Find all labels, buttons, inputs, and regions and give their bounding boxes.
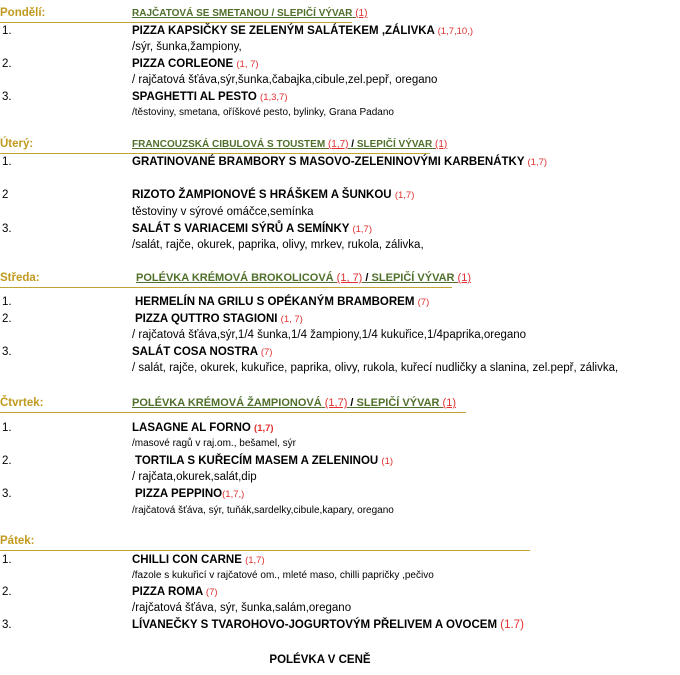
item-title — [132, 552, 265, 569]
item-title-text: PIZZA CORLEONE — [132, 58, 234, 70]
item-title-text: SALÁT COSA NOSTRA — [132, 346, 258, 358]
soup-line — [132, 136, 447, 153]
item-description: / rajčatová šťáva,sýr,1/4 šunka,1/4 žampiony,1/4 kukuřice,1/4paprika,oregano — [132, 329, 527, 341]
soup-allergens: (1,7) — [327, 139, 349, 150]
soup-line — [136, 270, 471, 287]
item-number: 1. — [2, 25, 12, 37]
item-description: / salát, rajče, okurek, kukuřice, paprika, olivy, rukola, kuřecí nudličky a slanina, zel.pepř, zálivka, — [132, 362, 619, 374]
item-description: /rajčatová šťáva, sýr, šunka,salám,oregano — [132, 602, 352, 614]
item-title — [132, 187, 414, 204]
item-number: 2. — [2, 455, 12, 467]
soup-allergens: (1,7) — [324, 397, 348, 409]
item-description: /salát, rajče, okurek, paprika, olivy, mrkev, rukola, zálivka, — [132, 239, 424, 251]
soup-text: POLÉVKA KRÉMOVÁ ŽAMPIONOVÁ — [132, 397, 322, 409]
item-number: 2 — [2, 189, 9, 201]
item-description: /masové ragů v raj.om., bešamel, sýr — [132, 438, 296, 449]
item-number: 3. — [2, 223, 12, 235]
item-title — [132, 617, 524, 633]
item-description: / rajčatová šťáva,sýr,šunka,čabajka,cibule,zel.pepř, oregano — [132, 74, 438, 86]
item-allergens: (1,7) — [245, 555, 265, 566]
soup-text-2: SLEPIČÍ VÝVAR — [371, 272, 455, 284]
item-title — [135, 311, 303, 328]
item-title — [135, 486, 244, 503]
day-heading-wednesday: Středa: — [0, 272, 40, 284]
day-divider — [0, 287, 452, 288]
item-number: 2. — [2, 58, 12, 70]
item-number: 1. — [2, 296, 12, 308]
item-description: /sýr, šunka,žampiony, — [132, 41, 242, 53]
item-allergens: (7) — [260, 347, 273, 358]
item-title-text: HERMELÍN NA GRILU S OPÉKANÝM BRAMBOREM — [135, 296, 415, 308]
item-allergens: (1,3,7) — [260, 92, 288, 103]
item-title-text: PIZZA PEPPINO — [135, 488, 223, 500]
soup-text-2: SLEPIČÍ VÝVAR — [356, 139, 433, 150]
item-allergens: (1,7) — [254, 423, 274, 434]
soup-separator: / — [365, 272, 369, 284]
soup-allergens: (1) — [355, 8, 368, 19]
item-allergens: (1,7) — [352, 224, 372, 235]
item-allergens: (1,7) — [527, 157, 548, 168]
soup-line — [132, 395, 456, 412]
item-number: 2. — [2, 586, 12, 598]
soup-text: POLÉVKA KRÉMOVÁ BROKOLICOVÁ — [136, 272, 334, 284]
day-divider — [0, 550, 530, 551]
footer-note: POLÉVKA V CENĚ — [269, 654, 371, 666]
item-title — [132, 344, 272, 361]
soup-line — [132, 5, 367, 22]
item-allergens: (1,7) — [394, 190, 415, 201]
item-title — [132, 89, 288, 106]
item-title — [135, 453, 393, 470]
item-number: 1. — [2, 156, 12, 168]
day-divider — [0, 412, 466, 413]
item-title-text: PIZZA KAPSIČKY SE ZELENÝM SALÁTEKEM ,ZÁLIVKA — [132, 25, 435, 37]
soup-allergens-2: (1) — [457, 272, 471, 284]
item-title-text: CHILLI CON CARNE — [132, 554, 242, 566]
item-number: 3. — [2, 346, 12, 358]
soup-text: FRANCOUZSKÁ CIBULOVÁ S TOUSTEM — [132, 139, 326, 150]
item-description: těstoviny v sýrové omáčce,semínka — [132, 206, 314, 218]
item-title — [132, 221, 372, 238]
item-title-text: SPAGHETTI AL PESTO — [132, 91, 257, 103]
item-description: /těstoviny, smetana, oříškové pesto, bylinky, Grana Padano — [132, 107, 394, 118]
item-title — [132, 56, 259, 73]
item-allergens: (7) — [205, 587, 218, 598]
item-title — [132, 584, 218, 601]
item-title-text: RIZOTO ŽAMPIONOVÉ S HRÁŠKEM A ŠUNKOU — [132, 189, 392, 201]
item-allergens: (1) — [381, 456, 394, 467]
item-allergens: (1, 7) — [280, 314, 303, 325]
item-title — [135, 294, 429, 311]
item-title-text: LÍVANEČKY S TVAROHOVO-JOGURTOVÝM PŘELIVEM A OVOCEM — [132, 619, 498, 631]
item-description: /fazole s kukuřicí v rajčatové om., mleté maso, chilli papričky ,pečivo — [132, 570, 434, 581]
item-allergens: (1,7,) — [222, 489, 245, 500]
item-title — [132, 154, 547, 171]
day-heading-thursday: Čtvrtek: — [0, 397, 44, 409]
item-title — [132, 420, 274, 437]
day-heading-tuesday: Úterý: — [0, 138, 34, 150]
soup-text: RAJČATOVÁ SE SMETANOU / SLEPIČÍ VÝVAR — [132, 8, 353, 19]
item-number: 3. — [2, 619, 12, 631]
day-heading-friday: Pátek: — [0, 535, 35, 547]
item-allergens: (1, 7) — [236, 59, 259, 70]
item-number: 3. — [2, 488, 12, 500]
item-allergens: (1,7,10,) — [437, 26, 474, 37]
item-title-text: PIZZA QUTTRO STAGIONI — [135, 313, 278, 325]
soup-text-2: SLEPIČÍ VÝVAR — [356, 397, 440, 409]
item-number: 2. — [2, 313, 12, 325]
soup-allergens-2: (1) — [435, 139, 448, 150]
item-title-text: SALÁT S VARIACEMI SÝRŮ A SEMÍNKY — [132, 223, 350, 235]
item-number: 1. — [2, 422, 12, 434]
item-description: /rajčatová šťáva, sýr, tuňák,sardelky,cibule,kapary, oregano — [132, 505, 394, 516]
soup-allergens-2: (1) — [442, 397, 456, 409]
soup-separator: / — [350, 397, 354, 409]
item-number: 3. — [2, 91, 12, 103]
day-heading-monday: Pondělí: — [0, 7, 46, 19]
soup-separator: / — [351, 139, 355, 150]
item-allergens: (1.7) — [500, 619, 524, 631]
item-title — [132, 23, 473, 40]
item-title-text: GRATINOVANÉ BRAMBORY S MASOVO-ZELENINOVÝMI KARBENÁTKY — [132, 156, 525, 168]
item-allergens: (7) — [417, 297, 430, 308]
item-description: / rajčata,okurek,salát,dip — [132, 471, 257, 483]
item-title-text: PIZZA ROMA — [132, 586, 203, 598]
soup-allergens: (1, 7) — [336, 272, 363, 284]
item-number: 1. — [2, 554, 12, 566]
item-title-text: LASAGNE AL FORNO — [132, 422, 251, 434]
item-title-text: TORTILA S KUŘECÍM MASEM A ZELENINOU — [135, 455, 379, 467]
